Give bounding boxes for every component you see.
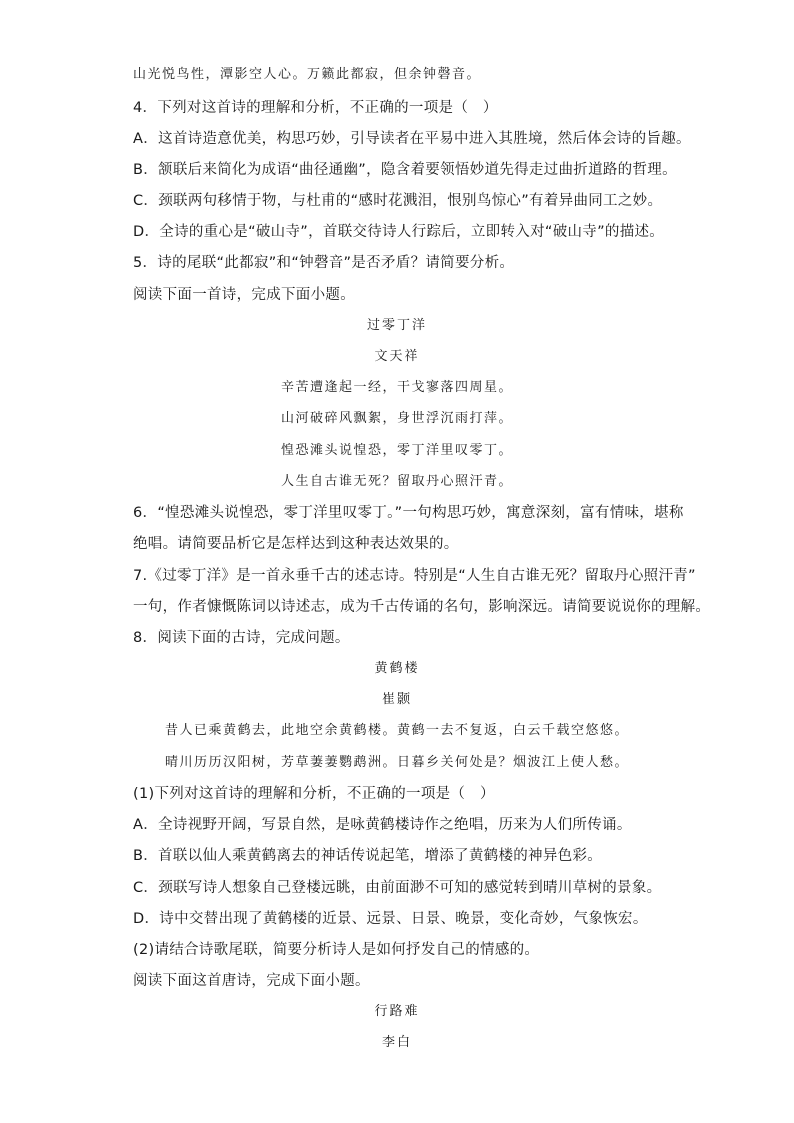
question-8-2: (2)请结合诗歌尾联，简要分析诗人是如何抒发自己的情感的。 [133, 942, 540, 958]
question-6: 6．“惶恐滩头说惶恐，零丁洋里叹零丁。”一句构思巧妙，寓意深刻，富有情味，堪称 [133, 505, 684, 521]
option-d: D．全诗的重心是“破山寺”，首联交待诗人行踪后，立即转入对“破山寺”的描述。 [133, 224, 665, 240]
poem-title: 黄鹤楼 [374, 661, 420, 676]
option-a: A．全诗视野开阔，写景自然，是咏黄鹤楼诗作之绝唱，历来为人们所传诵。 [133, 817, 632, 833]
option-a: A．这首诗造意优美，构思巧妙，引导读者在平易中进入其胜境，然后体会诗的旨趣。 [133, 131, 691, 147]
option-b: B．首联以仙人乘黄鹤离去的神话传说起笔，增添了黄鹤楼的神异色彩。 [133, 848, 603, 864]
option-c: C．颈联写诗人想象自己登楼远眺，由前面渺不可知的感觉转到晴川草树的景象。 [133, 880, 662, 896]
poem-title: 行路难 [374, 1004, 420, 1019]
poem-author: 崔颢 [381, 692, 412, 707]
poem-line: 山河破碎风飘絮，身世浮沉雨打萍。 [280, 411, 513, 426]
poem-line: 人生自古谁无死？留取丹心照汗青。 [280, 474, 513, 489]
poem-title: 过零丁洋 [366, 318, 427, 333]
option-c: C．颈联两句移情于物，与杜甫的“感时花溅泪，恨别鸟惊心”有着异曲同工之妙。 [133, 193, 663, 209]
poem-author: 李白 [381, 1035, 412, 1050]
option-d: D．诗中交替出现了黄鹤楼的近景、远景、日景、晚景，变化奇妙，气象恢宏。 [133, 911, 648, 927]
question-7: 7.《过零丁洋》是一首永垂千古的述志诗。特别是“人生自古谁无死？留取丹心照汗青” [133, 568, 696, 584]
poem-line: 辛苦遭逢起一经，干戈寥落四周星。 [280, 380, 513, 395]
option-b: B．颔联后来简化为成语“曲径通幽”，隐含着要领悟妙道先得走过曲折道路的哲理。 [133, 162, 677, 178]
question-5: 5．诗的尾联“此都寂”和“钟磬音”是否矛盾？请简要分析。 [133, 255, 515, 271]
poem-line: 山光悦鸟性，潭影空人心。万籁此都寂，但余钟磬音。 [133, 67, 482, 82]
question-8-1: (1)下列对这首诗的理解和分析，不正确的一项是（ ） [133, 786, 495, 802]
question-4: 4．下列对这首诗的理解和分析，不正确的一项是（ ） [133, 100, 498, 116]
poem-line: 惶恐滩头说惶恐，零丁洋里叹零丁。 [280, 443, 513, 458]
poem-line: 晴川历历汉阳树，芳草萋萋鹦鹉洲。日暮乡关何处是？烟波江上使人愁。 [164, 755, 629, 770]
question-7-cont: 一句，作者慷慨陈词以诗述志，成为千古传诵的名句，影响深远。请简要说说你的理解。 [133, 599, 711, 615]
instruction: 阅读下面一首诗，完成下面小题。 [133, 287, 355, 303]
question-8: 8．阅读下面的古诗，完成问题。 [133, 630, 350, 646]
instruction: 阅读下面这首唐诗，完成下面小题。 [133, 973, 370, 989]
question-6-cont: 绝唱。请简要品析它是怎样达到这种表达效果的。 [133, 536, 459, 552]
poem-author: 文天祥 [374, 349, 420, 364]
poem-line: 昔人已乘黄鹤去，此地空余黄鹤楼。黄鹤一去不复返，白云千载空悠悠。 [164, 723, 629, 738]
